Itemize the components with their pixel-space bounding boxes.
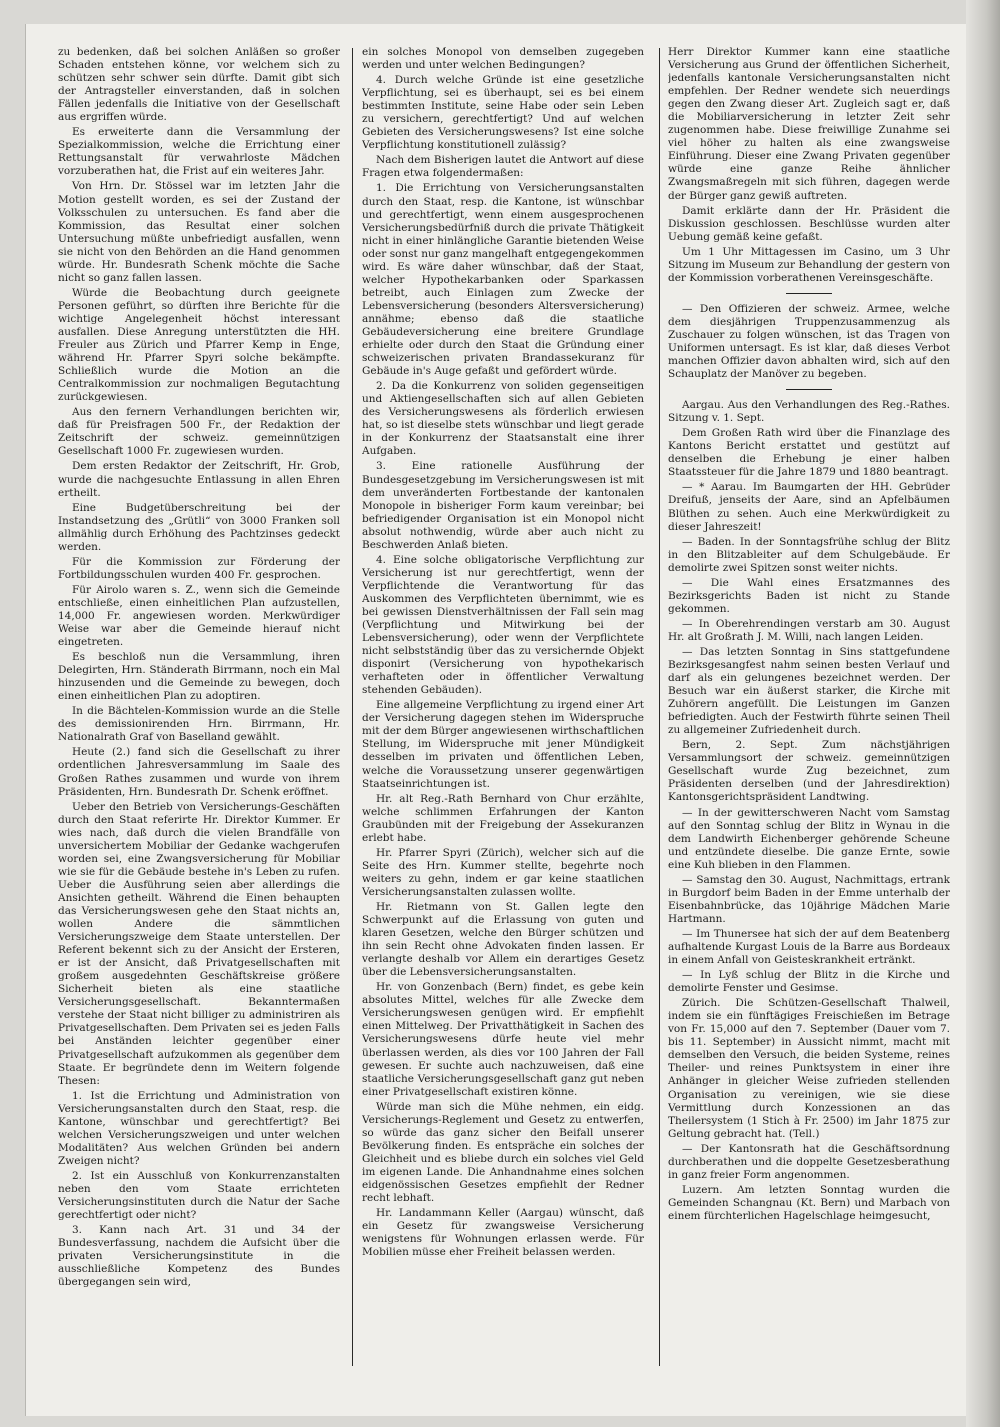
- paragraph: Aus den fernern Verhandlungen berichten wir, daß für Preisfragen 500 Fr., der Redaktion der Zeitschrift der schweiz. gemeinnützigen Gesellschaft 1000 Fr. zugewiesen wurden.: [58, 406, 340, 458]
- paragraph: — Die Wahl eines Ersatzmannes des Bezirksgerichts Baden ist nicht zu Stande gekommen.: [668, 576, 950, 615]
- paragraph: Würde die Beobachtung durch geeignete Personen geführt, so dürften ihre Berichte für die wichtige Angelegenheit höchst interessant ausfallen. Diese Anregung unterstützten die HH. Freuler aus Zürich und Pfarrer Kemp in Enge, während Hr. Pfarrer Spyri solche bekämpfte. Schließlich wurde die Motion an die Centralkommission zur nochmaligen Begutachtung zurückgewiesen.: [58, 286, 340, 404]
- paragraph: — Den Offizieren der schweiz. Armee, welche dem diesjährigen Truppenzusammenzug als Zuschauer zu folgen wünschen, ist das Tragen von Uniformen untersagt. Es ist klar, daß dieses Verbot manchen Offizier davon abhalten wird, sich auf den Schauplatz der Manöver zu begeben.: [668, 302, 950, 381]
- paragraph: Herr Direktor Kummer kann eine staatliche Versicherung aus Grund der öffentlichen Sicherheit, jedenfalls kantonale Versicherungsanstalten nicht empfehlen. Der Redner wendete sich neuerdings gegen den Zwang dieser Art. Zugleich sagt er, daß die Mobiliarversicherung in letzter Zeit sehr zugenommen habe. Diese freiwillige Zunahme sei viel höher zu halten als eine zwangsweise Einführung. Dieser eine Zwang Privaten gegenüber würde eine ganze Reihe ähnlicher Zwangsmaßregeln mit sich führen, dagegen werde der Bürger ganz gewiß auftreten.: [668, 46, 950, 202]
- paragraph: Für die Kommission zur Förderung der Fortbildungsschulen wurden 400 Fr. gesprochen.: [58, 555, 340, 581]
- paragraph: 4. Eine solche obligatorische Verpflichtung zur Versicherung ist nur gerechtfertigt, wenn der Verpflichtende die Verantwortung für das Auskommen des Verpflichteten übernimmt, wie es bei gewissen Dienstverhältnissen der Fall sein mag (Verpflichtung und Mitwirkung bei der Lebensversicherung), oder wenn der Verpflichtete nicht selbstständig über das zu versichernde Objekt disponirt (Versicherung von hypothekarisch verhafteten oder in öffentlicher Verwaltung stehenden Gebäuden).: [362, 553, 644, 697]
- paragraph: 1. Die Errichtung von Versicherungsanstalten durch den Staat, resp. die Kantone, ist wünschbar und gerechtfertigt, wenn einem ausgesprochenen Versicherungsbedürfniß durch die private Thätigkeit nicht in einer hinlängliche Garantie bietenden Weise oder sonst nur ganz mangelhaft entgegengekommen wird. Es wäre daher wünschbar, daß der Staat, welcher Hypothekarbanken oder Sparkassen betreibt, auch Einlagen zum Zwecke der Lebensversicherung (besonders Altersversicherung) annähme; ebenso daß die staatliche Gebäudeversicherung eine breitere Grundlage erhielte oder durch den Staat die Gründung einer schweizerischen privaten Brandassekuranz für Gebäude in's Auge gefaßt und gefördert würde.: [362, 182, 644, 378]
- column-right: [668, 46, 950, 1386]
- paragraph: Hr. Pfarrer Spyri (Zürich), welcher sich auf die Seite des Hrn. Kummer stellte, begehrte noch weiters zu gehn, indem er gar keine staatlichen Versicherungsanstalten zulassen wollte.: [362, 846, 644, 898]
- paragraph: Hr. Landammann Keller (Aargau) wünscht, daß ein Gesetz für zwangsweise Versicherung wenigstens für Wohnungen erlassen werde. Für Mobilien müsse eher Freiheit belassen werden.: [362, 1207, 644, 1259]
- paragraph: 3. Eine rationelle Ausführung der Bundesgesetzgebung im Versicherungswesen ist mit dem unveränderten Fortbestande der kantonalen Monopole in bisheriger Form kaum vereinbar; bei befriedigender Organisation ist ein Monopol nicht absolut nothwendig, würde aber auch nicht zu Beschwerden Anlaß bieten.: [362, 460, 644, 551]
- paragraph: Hr. alt Reg.-Rath Bernhard von Chur erzählte, welche schlimmen Erfahrungen der Kanton Graubünden mit der Freigebung der Assekuranzen erlebt habe.: [362, 792, 644, 844]
- paragraph: — Das letzten Sonntag in Sins stattgefundene Bezirksgesangfest nahm seinen besten Verlauf und darf als ein gelungenes bezeichnet werden. Der Besuch war ein äußerst starker, die Kirche mit Zuhörern angefüllt. Die Leistungen im Ganzen befriedigten. Auch der Festwirth führte seinen Theil zu allgemeiner Zufriedenheit durch.: [668, 645, 950, 737]
- paragraph: — Baden. In der Sonntagsfrühe schlug der Blitz in den Blitzableiter auf dem Schulgebäude. Er demolirte zwei Spitzen sonst weiter nichts.: [668, 535, 950, 574]
- column-middle: [362, 46, 644, 1386]
- paragraph: Ueber den Betrieb von Versicherungs-Geschäften durch den Staat referirte Hr. Direktor Kummer. Er wies nach, daß durch die vielen Brandfälle von unversichertem Mobiliar der Gedanke wachgerufen worden sei, eine Zwangsversicherung für Mobiliar wie sie für die Gebäude bestehe in's Leben zu rufen. Ueber die Ausführung seien aber allerdings die Ansichten getheilt. Während die Einen behaupten das Versicherungswesen gehe den Staat nichts an, wollen Andere die sämmtlichen Versicherungszweige dem Staate unterstellen. Der Referent bekennt sich zu der Ansicht der Ersteren, er ist der Ansicht, daß Privatgesellschaften mit großem ausgedehnten Geschäftskreise größere Sicherheit bieten als eine staatliche Versicherungsgesellschaft. Bekanntermaßen verstehe der Staat nicht billiger zu administriren als Privatgesellschaften. Dem Privaten sei es jeden Falls bei Anständen leichter gegenüber einer Privatgesellschaft aufzukommen als gegenüber dem Staate. Er begründete denn im Weitern folgende Thesen:: [58, 800, 340, 1087]
- paragraph: Von Hrn. Dr. Stössel war im letzten Jahr die Motion gestellt worden, es sei der Zustand der Volksschulen zu untersuchen. Es fand aber die Kommission, das Resultat einer solchen Untersuchung müßte unbefriedigt ausfallen, wenn sie nicht von den Behörden an die Hand genommen würde. Hr. Bundesrath Schenk möchte die Sache nicht so ganz fallen lassen.: [58, 180, 340, 284]
- paragraph: 2. Ist ein Ausschluß von Konkurrenzanstalten neben den vom Staate errichteten Versicherungsinstituten durch die Natur der Sache gerechtfertigt oder nicht?: [58, 1169, 340, 1222]
- section-divider: [786, 389, 832, 390]
- section-divider: [786, 293, 832, 294]
- paragraph: — Samstag den 30. August, Nachmittags, ertrank in Burgdorf beim Baden in der Emme unterhalb der Eisenbahnbrücke, das 10jährige Mädchen Marie Hartmann.: [668, 873, 950, 925]
- paragraph: Damit erklärte dann der Hr. Präsident die Diskussion geschlossen. Beschlüsse wurden alter Uebung gemäß keine gefaßt.: [668, 204, 950, 243]
- paragraph: zu bedenken, daß bei solchen Anläßen so großer Schaden entstehen könne, vor welchem sich zu schützen sehr schwer sein dürfte. Damit gibt sich der Antragsteller einverstanden, daß in solchen Fällen jedenfalls die Initiative von der Gesellschaft aus ergriffen würde.: [58, 46, 340, 124]
- paragraph: Aargau. Aus den Verhandlungen des Reg.-Rathes. Sitzung v. 1. Sept.: [668, 399, 950, 425]
- paragraph: Würde man sich die Mühe nehmen, ein eidg. Versicherungs-Reglement und Gesetz zu entwerfen, so würde das ganz sicher den Beifall unserer Bevölkerung finden. Es entspräche ein solches der Gleichheit und es bliebe durch ein solches viel Geld im eigenen Lande. Die Anhandnahme eines solchen eidgenössischen Gesetzes empfiehlt der Redner recht lebhaft.: [362, 1100, 644, 1205]
- paragraph: Nach dem Bisherigen lautet die Antwort auf diese Fragen etwa folgendermaßen:: [362, 154, 644, 180]
- paragraph: Es erweiterte dann die Versammlung der Spezialkommission, welche die Errichtung einer Rettungsanstalt für verwahrloste Mädchen vorzuberathen hat, die Frist auf ein weiteres Jahr.: [58, 126, 340, 178]
- paragraph: Es beschloß nun die Versammlung, ihren Delegirten, Hrn. Ständerath Birrmann, noch ein Mal hinzusenden und die Gemeinde zu bewegen, doch einen einheitlichen Plan zu adoptiren.: [58, 651, 340, 703]
- paragraph: In die Bächtelen-Kommission wurde an die Stelle des demissionirenden Hrn. Birrmann, Hr. Nationalrath Graf von Baselland gewählt.: [58, 705, 340, 744]
- paragraph: — * Aarau. Im Baumgarten der HH. Gebrüder Dreifuß, jenseits der Aare, sind an Apfelbäumen Blüthen zu sehen. Auch eine Merkwürdigkeit zu dieser Jahreszeit!: [668, 481, 950, 533]
- paragraph: Bern, 2. Sept. Zum nächstjährigen Versammlungsort der schweiz. gemeinnützigen Gesellschaft wurde Zug bezeichnet, zum Präsidenten derselben (und der Jahresdirektion) Kantonsgerichtspräsident Landtwing.: [668, 739, 950, 804]
- paragraph: Heute (2.) fand sich die Gesellschaft zu ihrer ordentlichen Jahresversammlung im Saale des Großen Rathes zusammen und wurde von ihrem Präsidenten, Hrn. Bundesrath Dr. Schenk eröffnet.: [58, 746, 340, 798]
- paragraph: Hr. von Gonzenbach (Bern) findet, es gebe kein absolutes Mittel, welches für alle Zwecke dem Versicherungswesen genügen wird. Er empfiehlt einen Mittelweg. Der Privatthätigkeit in Sachen des Versicherungswesens dürfe heute viel mehr überlassen werden, als dies vor 100 Jahren der Fall gewesen. Er suchte auch nachzuweisen, daß eine staatliche Versicherungsgesellschaft ganz gut neben einer Privatgesellschaft existiren könne.: [362, 981, 644, 1098]
- paragraph: — In der gewitterschweren Nacht vom Samstag auf den Sonntag schlug der Blitz in Wynau in die dem Landwirth Eichenberger gehörende Scheune und entzündete dieselbe. Die ganze Ernte, sowie eine Kuh blieben in den Flammen.: [668, 806, 950, 871]
- column-rule-right: [659, 48, 660, 1366]
- paragraph: Für Airolo waren s. Z., wenn sich die Gemeinde entschließe, einen einheitlichen Plan aufzustellen, 14,000 Fr. angewiesen worden. Merkwürdiger Weise war aber die Gemeinde hierauf nicht eingetreten.: [58, 583, 340, 649]
- paragraph: Dem Großen Rath wird über die Finanzlage des Kantons Bericht erstattet und gestützt auf denselben die Erhebung je einer halben Staatssteuer für die Jahre 1879 und 1880 beantragt.: [668, 427, 950, 479]
- paragraph: 3. Kann nach Art. 31 und 34 der Bundesverfassung, nachdem die Aufsicht über die privaten Versicherungsinstitute in die ausschließliche Kompetenz des Bundes übergegangen sein wird,: [58, 1224, 340, 1289]
- paragraph: ein solches Monopol von demselben zugegeben werden und unter welchen Bedingungen?: [362, 46, 644, 72]
- paragraph: Eine Budgetüberschreitung bei der Instandsetzung des „Grütli“ von 3000 Franken soll allmählig durch Erhöhung des Pachtzinses gedeckt werden.: [58, 501, 340, 553]
- paragraph: 2. Da die Konkurrenz von soliden gegenseitigen und Aktiengesellschaften sich auf allen Gebieten des Versicherungswesens als förderlich erwiesen hat, so ist dieselbe stets wünschbar und liegt gerade in der Konkurrenz der Staatsanstalt eine ihrer Aufgaben.: [362, 380, 644, 458]
- paragraph: Zürich. Die Schützen-Gesellschaft Thalweil, indem sie ein fünftägiges Freischießen im Betrage von Fr. 15,000 auf den 7. September (Dauer vom 7. bis 11. September) in Aussicht nimmt, macht mit demselben den Versuch, die beiden Systeme, reines Theiler- und reines Punktsystem in einer ihre Anhänger in gleicher Weise zufrieden stellenden Organisation zu vereinigen, wie sie diese Vermittlung durch Konzessionen an das Theilersystem (1 Stich à Fr. 2500) im Jahr 1875 zur Geltung gebracht hat. (Tell.): [668, 997, 950, 1140]
- paragraph: Dem ersten Redaktor der Zeitschrift, Hr. Grob, wurde die nachgesuchte Entlassung in allen Ehren ertheilt.: [58, 460, 340, 499]
- paragraph: — In Lyß schlug der Blitz in die Kirche und demolirte Fenster und Gesimse.: [668, 969, 950, 995]
- column-left: [58, 46, 340, 1386]
- paragraph: — Der Kantonsrath hat die Geschäftsordnung durchberathen und die doppelte Gesetzesberathung in ganz freier Form angenommen.: [668, 1142, 950, 1181]
- paragraph: — In Oberehrendingen verstarb am 30. August Hr. alt Großrath J. M. Willi, nach langen Leiden.: [668, 617, 950, 643]
- paragraph: 4. Durch welche Gründe ist eine gesetzliche Verpflichtung, sei es überhaupt, sei es bei einem bestimmten Institute, seine Habe oder sein Leben zu versichern, gerechtfertigt? Und auf welchen Gebieten des Versicherungswesens? Ist eine solche Verpflichtung konstitutionell zulässig?: [362, 74, 644, 152]
- paragraph: 1. Ist die Errichtung und Administration von Versicherungsanstalten durch den Staat, resp. die Kantone, wünschbar und gerechtfertigt? Bei welchen Versicherungszweigen und unter welchen Modalitäten? Aus welchen Gründen bei andern Zweigen nicht?: [58, 1089, 340, 1167]
- column-rule-left: [352, 48, 353, 1366]
- paragraph: Luzern. Am letzten Sonntag wurden die Gemeinden Schangnau (Kt. Bern) und Marbach von einem fürchterlichen Hagelschlage heimgesucht,: [668, 1183, 950, 1222]
- scan-edge: [966, 0, 1000, 1427]
- paragraph: — Im Thunersee hat sich der auf dem Beatenberg aufhaltende Kurgast Louis de la Barre aus Bordeaux in einem Anfall von Geisteskrankheit ertränkt.: [668, 927, 950, 967]
- paragraph: Hr. Rietmann von St. Gallen legte den Schwerpunkt auf die Erlassung von guten und klaren Gesetzen, welche den Bürger schützen und ihn sein Recht ohne Advokaten finden lassen. Er verlangte deshalb vor Allem ein derartiges Gesetz über die Lebensversicherungsanstalten.: [362, 901, 644, 979]
- paragraph: Eine allgemeine Verpflichtung zu irgend einer Art der Versicherung dagegen stehen im Widerspruche mit der dem Bürger angewiesenen wirthschaftlichen Stellung, im Widerspruche mit jener Mündigkeit desselben im privaten und öffentlichen Leben, welche die Voraussetzung unserer gegenwärtigen Staatseinrichtungen ist.: [362, 699, 644, 790]
- paragraph: Um 1 Uhr Mittagessen im Casino, um 3 Uhr Sitzung im Museum zur Behandlung der gestern von der Kommission vorberathenen Vereinsgeschäfte.: [668, 245, 950, 284]
